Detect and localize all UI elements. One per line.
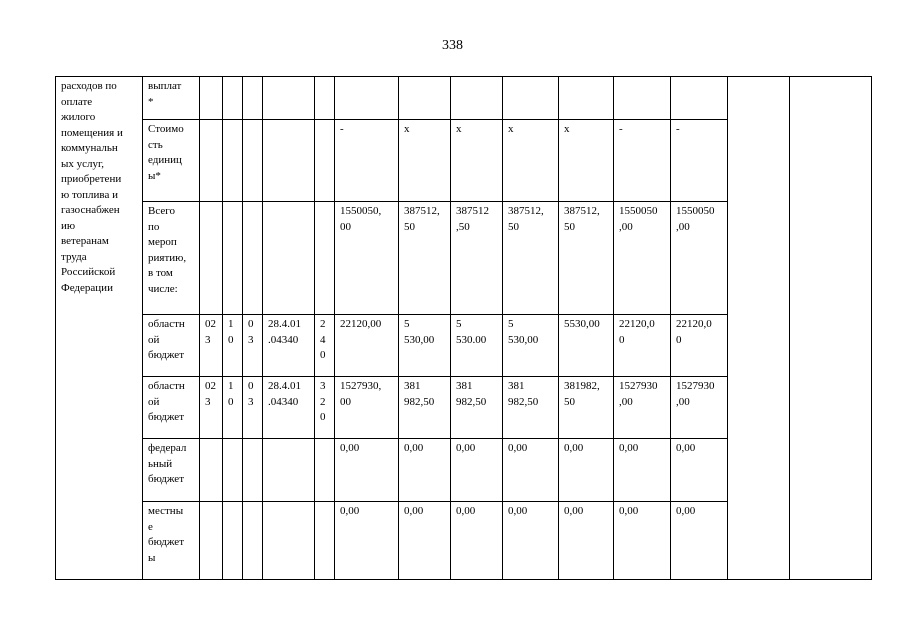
cell-line: 3 [320, 380, 326, 392]
value-cell [451, 202, 503, 315]
row-label-cell [143, 502, 200, 580]
value-cell [559, 120, 614, 202]
cell-line: 387512 [456, 205, 489, 217]
cell-line: федерал [148, 442, 187, 454]
budget-table [55, 76, 872, 580]
value-cell [335, 120, 399, 202]
value-cell [503, 315, 559, 377]
value-cell [399, 439, 451, 502]
cell-line: 22120,0 [676, 318, 712, 330]
cell-line: 0,00 [340, 505, 360, 517]
value-cell [335, 377, 399, 439]
cell-line: 0 [228, 395, 234, 408]
code-cell-c3 [243, 77, 263, 120]
cell-line: 2 [320, 318, 326, 330]
code-cell-c2 [223, 120, 243, 202]
code-cell-c2 [223, 439, 243, 502]
cell-line: 1550050, [340, 205, 382, 217]
cell-line: 0 [248, 380, 254, 392]
cell-line: по [148, 220, 160, 233]
code-cell-c4 [263, 502, 315, 580]
cell-line: 5 [508, 318, 514, 330]
value-cell [451, 120, 503, 202]
cell-line: 28.4.01 [268, 318, 301, 330]
code-cell-c1 [200, 439, 223, 502]
cell-line: единиц [148, 154, 182, 166]
row-label-cell [143, 120, 200, 202]
code-cell-c5 [315, 202, 335, 315]
value-cell [399, 120, 451, 202]
cell-line: - [676, 123, 680, 135]
row-label-cell [143, 202, 200, 315]
value-cell [671, 502, 728, 580]
cell-line: 387512, [404, 205, 440, 217]
cell-line: 1 [228, 318, 234, 330]
cell-line: 381982, [564, 380, 600, 392]
cell-line: в том [148, 267, 173, 279]
cell-line: 0,00 [564, 505, 584, 517]
cell-line: ы [148, 551, 156, 564]
code-cell-c3 [243, 439, 263, 502]
measure-description-cell [56, 77, 143, 580]
cell-line: 0,00 [619, 442, 639, 454]
cell-line: 1550050 [676, 205, 715, 217]
code-cell-c1 [200, 315, 223, 377]
cell-line: ,50 [456, 220, 470, 233]
code-cell-c2 [223, 502, 243, 580]
code-cell-c1 [200, 202, 223, 315]
cell-line: 5530,00 [564, 318, 600, 330]
cell-line: 0,00 [404, 442, 424, 454]
cell-line: 50 [404, 220, 415, 233]
value-cell [335, 77, 399, 120]
code-cell-c3 [243, 377, 263, 439]
value-cell [451, 502, 503, 580]
cell-line: 50 [564, 220, 575, 233]
cell-line: 1550050 [619, 205, 658, 217]
value-cell [451, 315, 503, 377]
value-cell [671, 77, 728, 120]
code-cell-c1 [200, 502, 223, 580]
cell-line: х [404, 123, 410, 135]
value-cell [335, 315, 399, 377]
cell-line: областн [148, 318, 185, 330]
cell-line: х [564, 123, 570, 135]
cell-line: 22120,00 [340, 318, 382, 330]
code-cell-c1 [200, 77, 223, 120]
blank-column-cell [728, 77, 790, 580]
cell-line: жилого [61, 111, 96, 123]
value-cell [671, 120, 728, 202]
cell-line: 22120,0 [619, 318, 655, 330]
value-cell [503, 502, 559, 580]
code-cell-c5 [315, 439, 335, 502]
code-cell-c1 [200, 377, 223, 439]
cell-line: * [148, 95, 154, 108]
cell-line: 0 [228, 333, 234, 346]
cell-line: приобретени [61, 173, 122, 185]
value-cell [614, 315, 671, 377]
code-cell-c5 [315, 377, 335, 439]
cell-line: 0,00 [456, 505, 476, 517]
cell-line: 1 [228, 380, 234, 392]
cell-line: 381 [404, 380, 421, 392]
code-cell-c5 [315, 120, 335, 202]
cell-line: 3 [248, 333, 254, 346]
cell-line: числе: [148, 282, 178, 295]
cell-line: 982,50 [456, 395, 487, 408]
cell-line: 387512, [564, 205, 600, 217]
cell-line: ой [148, 395, 160, 408]
code-cell-c3 [243, 120, 263, 202]
cell-line: 1527930 [619, 380, 658, 392]
cell-line: бюджет [148, 411, 184, 423]
cell-line: 530,00 [508, 333, 539, 346]
code-cell-c5 [315, 77, 335, 120]
cell-line: ветеранам [61, 235, 109, 247]
cell-line: ой [148, 333, 160, 346]
cell-line: 1527930 [676, 380, 715, 392]
cell-line: ,00 [676, 395, 690, 408]
cell-line: 4 [320, 333, 326, 346]
cell-line: 0,00 [456, 442, 476, 454]
cell-line: риятию, [148, 251, 187, 264]
cell-line: Всего [148, 205, 175, 217]
value-cell [559, 439, 614, 502]
value-cell [559, 202, 614, 315]
cell-line: 381 [456, 380, 473, 392]
value-cell [335, 202, 399, 315]
table-row [56, 77, 872, 120]
cell-line: сть [148, 138, 163, 151]
code-cell-c4 [263, 439, 315, 502]
cell-line: выплат [148, 80, 182, 92]
code-cell-c3 [243, 202, 263, 315]
cell-line: 381 [508, 380, 525, 392]
cell-line: ю топлива и [61, 188, 118, 201]
value-cell [399, 77, 451, 120]
value-cell [399, 502, 451, 580]
code-cell-c1 [200, 120, 223, 202]
cell-line: 1527930, [340, 380, 382, 392]
cell-line: 0,00 [508, 442, 528, 454]
cell-line: расходов по [61, 80, 117, 92]
value-cell [671, 202, 728, 315]
value-cell [559, 502, 614, 580]
code-cell-c3 [243, 502, 263, 580]
value-cell [503, 439, 559, 502]
cell-line: бюджет [148, 349, 184, 361]
code-cell-c4 [263, 377, 315, 439]
cell-line: .04340 [268, 395, 299, 408]
cell-line: 2 [320, 395, 326, 408]
cell-line: ию [61, 219, 76, 232]
value-cell [451, 77, 503, 120]
code-cell-c4 [263, 315, 315, 377]
cell-line: 3 [205, 395, 211, 408]
value-cell [614, 377, 671, 439]
cell-line: ы* [148, 169, 161, 182]
value-cell [503, 77, 559, 120]
blank-column-cell [790, 77, 872, 580]
cell-line: 28.4.01 [268, 380, 301, 392]
page-number: 338 [442, 38, 463, 53]
cell-line: областн [148, 380, 185, 392]
value-cell [559, 315, 614, 377]
value-cell [451, 377, 503, 439]
value-cell [614, 77, 671, 120]
value-cell [451, 439, 503, 502]
code-cell-c5 [315, 502, 335, 580]
code-cell-c4 [263, 202, 315, 315]
cell-line: 0,00 [564, 442, 584, 454]
cell-line: труда [61, 250, 87, 263]
value-cell [614, 502, 671, 580]
cell-line: ых услуг, [61, 157, 105, 170]
cell-line: мероп [148, 236, 177, 248]
cell-line: 50 [564, 395, 575, 408]
cell-line: 00 [340, 220, 351, 233]
cell-line: 0,00 [676, 505, 696, 517]
cell-line: 0,00 [340, 442, 360, 454]
cell-line: ,00 [619, 395, 633, 408]
value-cell [614, 439, 671, 502]
code-cell-c2 [223, 377, 243, 439]
row-label-cell [143, 315, 200, 377]
value-cell [671, 315, 728, 377]
cell-line: 5 [404, 318, 410, 330]
value-cell [559, 77, 614, 120]
value-cell [335, 502, 399, 580]
cell-line: - [340, 123, 344, 135]
value-cell [614, 120, 671, 202]
cell-line: 0 [676, 333, 682, 346]
value-cell [399, 377, 451, 439]
row-label-cell [143, 77, 200, 120]
cell-line: 0,00 [619, 505, 639, 517]
cell-line: Федерации [61, 281, 113, 294]
cell-line: 530,00 [404, 333, 435, 346]
value-cell [399, 315, 451, 377]
cell-line: 0,00 [508, 505, 528, 517]
cell-line: е [148, 520, 153, 533]
code-cell-c2 [223, 315, 243, 377]
value-cell [399, 202, 451, 315]
cell-line: бюджет [148, 473, 184, 485]
cell-line: 982,50 [404, 395, 435, 408]
cell-line: 0 [248, 318, 254, 330]
cell-line: 0 [320, 411, 326, 423]
value-cell [503, 120, 559, 202]
code-cell-c4 [263, 77, 315, 120]
cell-line: 02 [205, 318, 216, 330]
value-cell [671, 377, 728, 439]
value-cell [559, 377, 614, 439]
cell-line: 530.00 [456, 333, 487, 346]
value-cell [671, 439, 728, 502]
code-cell-c2 [223, 202, 243, 315]
cell-line: - [619, 123, 623, 135]
cell-line: 982,50 [508, 395, 539, 408]
cell-line: бюджет [148, 536, 184, 548]
row-label-cell [143, 439, 200, 502]
cell-line: 3 [205, 333, 211, 346]
cell-line: х [508, 123, 514, 135]
cell-line: местны [148, 505, 184, 517]
cell-line: 02 [205, 380, 216, 392]
cell-line: 0,00 [676, 442, 696, 454]
cell-line: 50 [508, 220, 519, 233]
cell-line: помещения и [61, 126, 123, 139]
value-cell [335, 439, 399, 502]
cell-line: ,00 [619, 220, 633, 233]
cell-line: х [456, 123, 462, 135]
cell-line: 3 [248, 395, 254, 408]
value-cell [503, 377, 559, 439]
cell-line: .04340 [268, 333, 299, 346]
cell-line: 0,00 [404, 505, 424, 517]
cell-line: 0 [619, 333, 625, 346]
cell-line: 5 [456, 318, 462, 330]
cell-line: 387512, [508, 205, 544, 217]
row-label-cell [143, 377, 200, 439]
cell-line: 0 [320, 349, 326, 361]
code-cell-c2 [223, 77, 243, 120]
code-cell-c3 [243, 315, 263, 377]
value-cell [614, 202, 671, 315]
cell-line: Российской [61, 266, 116, 278]
cell-line: оплате [61, 95, 93, 108]
code-cell-c5 [315, 315, 335, 377]
cell-line: ьный [148, 457, 173, 470]
cell-line: Стоимо [148, 123, 184, 135]
code-cell-c4 [263, 120, 315, 202]
cell-line: ,00 [676, 220, 690, 233]
cell-line: 00 [340, 395, 351, 408]
cell-line: газоснабжен [61, 204, 120, 216]
value-cell [503, 202, 559, 315]
cell-line: коммунальн [61, 142, 118, 154]
